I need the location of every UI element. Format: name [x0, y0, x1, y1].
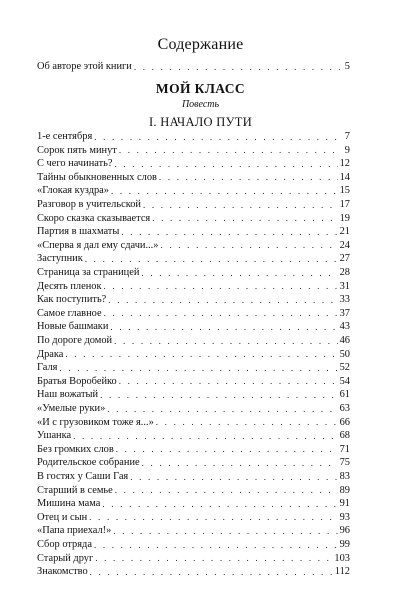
dot-leader	[65, 348, 337, 361]
toc-entry-page: 96	[339, 525, 350, 537]
toc-entry-title: Сбор отряда	[37, 539, 92, 550]
dot-leader	[100, 389, 338, 402]
dot-leader	[90, 566, 333, 579]
toc-entry-title: Старый друг	[37, 552, 94, 564]
toc-entry-title: С чего начинать?	[37, 158, 113, 170]
toc-entry	[37, 334, 350, 348]
toc-entry	[37, 293, 350, 307]
toc-entry-page: 37	[339, 307, 350, 319]
dot-leader	[108, 294, 337, 307]
toc-entry-page: 50	[339, 348, 350, 360]
dot-leader	[85, 253, 338, 266]
dot-leader	[160, 239, 337, 252]
toc-entry	[37, 184, 350, 198]
toc-entry	[37, 429, 350, 443]
toc-entry-title: Драка	[37, 348, 64, 360]
toc-entry-page: 14	[339, 171, 350, 183]
toc-entry	[37, 497, 350, 511]
dot-leader	[141, 267, 337, 280]
dot-leader	[107, 403, 337, 416]
dot-leader	[116, 443, 338, 456]
part-title: I. НАЧАЛО ПУТИ	[148, 115, 253, 129]
toc-entry	[37, 511, 350, 525]
toc-entry-title: Заступник	[37, 253, 83, 265]
dot-leader	[104, 280, 338, 293]
dot-leader	[115, 484, 338, 497]
toc-entry-title: Родительское собрание	[37, 457, 140, 469]
toc-entry-page: 99	[339, 539, 350, 550]
toc-entry	[37, 225, 350, 239]
toc-entry	[37, 456, 350, 470]
toc-entry-title: Мишина мама	[37, 498, 101, 510]
toc-entry-page: 43	[339, 321, 350, 333]
dot-leader	[104, 307, 338, 320]
dot-leader	[121, 226, 337, 239]
toc-entry-about-author	[37, 60, 350, 74]
toc-entry-page: 52	[339, 362, 350, 374]
toc-entry-title: Старший в семье	[37, 484, 113, 496]
toc-entry	[37, 198, 350, 212]
dot-leader	[95, 552, 332, 565]
dot-leader	[59, 362, 337, 375]
toc-entry	[37, 375, 350, 389]
dot-leader	[119, 144, 340, 157]
toc-entry-page: 66	[339, 416, 350, 428]
book-genre: Повесть	[181, 99, 220, 110]
toc-entry-page: 75	[339, 457, 350, 469]
toc-entry-title: В гостях у Саши Гая	[37, 471, 129, 482]
dot-leader	[110, 321, 337, 334]
toc-entry-page: 83	[339, 471, 350, 482]
toc-entry	[37, 470, 350, 484]
toc-entry-title: Новые башмаки	[37, 321, 109, 333]
dot-leader	[143, 199, 338, 212]
toc-entry-page: 21	[339, 226, 350, 238]
toc-entry-page: 33	[339, 294, 350, 306]
toc-entry-title: Знакомство	[37, 566, 88, 578]
toc-entry-page: 15	[339, 185, 350, 197]
toc-entry	[37, 402, 350, 416]
toc-entry-page: 54	[339, 375, 350, 387]
toc-entry-page: 24	[339, 239, 350, 251]
toc-entry-page: 91	[339, 498, 350, 510]
toc-entry-title: Об авторе этой книги	[37, 61, 132, 72]
toc-entry	[37, 239, 350, 253]
toc-entry-title: Сорок пять минут	[37, 144, 117, 156]
toc-entry-title: По дороге домой	[37, 335, 113, 346]
toc-entry	[37, 252, 350, 266]
toc-entry-page: 89	[339, 484, 350, 496]
toc-entry	[37, 171, 350, 185]
toc-entry	[37, 538, 350, 552]
toc-entry-title: Галя	[37, 362, 58, 374]
toc-entry-page: 68	[339, 430, 350, 442]
toc-entry-page: 5	[344, 61, 350, 72]
dot-leader	[156, 416, 338, 429]
toc-entry	[37, 524, 350, 538]
toc-entry	[37, 361, 350, 375]
toc-entry-title: «Сперва я дал ему сдачи...»	[37, 239, 159, 251]
toc-entry	[37, 266, 350, 280]
toc-entry-title: Без громких слов	[37, 443, 114, 455]
toc-entry-title: Партия в шахматы	[37, 226, 120, 238]
toc-entry-title: «Папа приехал!»	[37, 525, 112, 537]
toc-entry-page: 19	[339, 212, 350, 224]
toc-entry-title: Тайны обыкновенных слов	[37, 171, 157, 183]
dot-leader	[159, 171, 338, 184]
toc-entry	[37, 443, 350, 457]
dot-leader	[102, 498, 337, 511]
toc-entry	[37, 307, 350, 321]
toc-entry-title: «И с грузовиком тоже я...»	[37, 416, 154, 428]
toc-entry-page: 28	[339, 267, 350, 278]
toc-entry	[37, 484, 350, 498]
toc-entry-title: Ушанка	[37, 430, 72, 442]
toc-entry-title: Как поступить?	[37, 294, 107, 306]
toc-entry-title: Разговор в учительской	[37, 199, 141, 210]
toc-entry-title: Отец и сын	[37, 511, 88, 523]
toc-entry-page: 93	[339, 511, 350, 523]
toc-entry-page: 31	[339, 280, 350, 292]
toc-entry-title: Десять пленок	[37, 280, 102, 292]
toc-entry-page: 61	[339, 389, 350, 401]
toc-entry	[37, 565, 350, 579]
toc-entry-title: 1-е сентября	[37, 131, 93, 142]
dot-leader	[114, 335, 337, 348]
dot-leader	[94, 131, 340, 144]
dot-leader	[89, 511, 337, 524]
toc-entry-page: 7	[344, 131, 350, 142]
toc-entry-title: Страница за страницей	[37, 267, 140, 278]
toc-entry-title: «Умелые руки»	[37, 403, 106, 414]
dot-leader	[130, 471, 337, 484]
toc-entry	[37, 388, 350, 402]
dot-leader	[115, 158, 338, 171]
dot-leader	[94, 539, 338, 552]
toc-entry-title: «Глокая куздра»	[37, 185, 109, 197]
dot-leader	[119, 375, 338, 388]
toc-entry-page: 71	[339, 443, 350, 455]
toc-entry-page: 112	[334, 566, 350, 578]
toc-entry	[37, 320, 350, 334]
dot-leader	[142, 457, 338, 470]
toc-entry-page: 17	[339, 199, 350, 210]
dot-leader	[113, 525, 337, 538]
dot-leader	[152, 212, 337, 225]
toc-entry	[37, 552, 350, 566]
toc-entry	[37, 157, 350, 171]
toc-entry-page: 103	[334, 552, 350, 564]
toc-entry-title: Самое главное	[37, 307, 102, 319]
toc-entry	[37, 144, 350, 158]
dot-leader	[134, 61, 340, 74]
toc-entry	[37, 348, 350, 362]
toc-entry-title: Наш вожатый	[37, 389, 99, 401]
toc-entry	[37, 212, 350, 226]
dot-leader	[111, 185, 338, 198]
toc-entry-title: Братья Воробейко	[37, 375, 117, 387]
toc-entry	[37, 130, 350, 144]
toc-entry	[37, 416, 350, 430]
book-title: МОЙ КЛАСС	[155, 81, 246, 96]
contents-heading: Содержание	[157, 36, 244, 53]
toc-entry-page: 12	[339, 158, 350, 170]
toc-entry-title: Скоро сказка сказывается	[37, 212, 151, 224]
toc-entry	[37, 280, 350, 294]
dot-leader	[73, 430, 337, 443]
toc-entry-page: 46	[339, 335, 350, 346]
toc-entry-page: 63	[339, 403, 350, 414]
toc-entry-page: 9	[344, 144, 350, 156]
toc-entry-page: 27	[339, 253, 350, 265]
